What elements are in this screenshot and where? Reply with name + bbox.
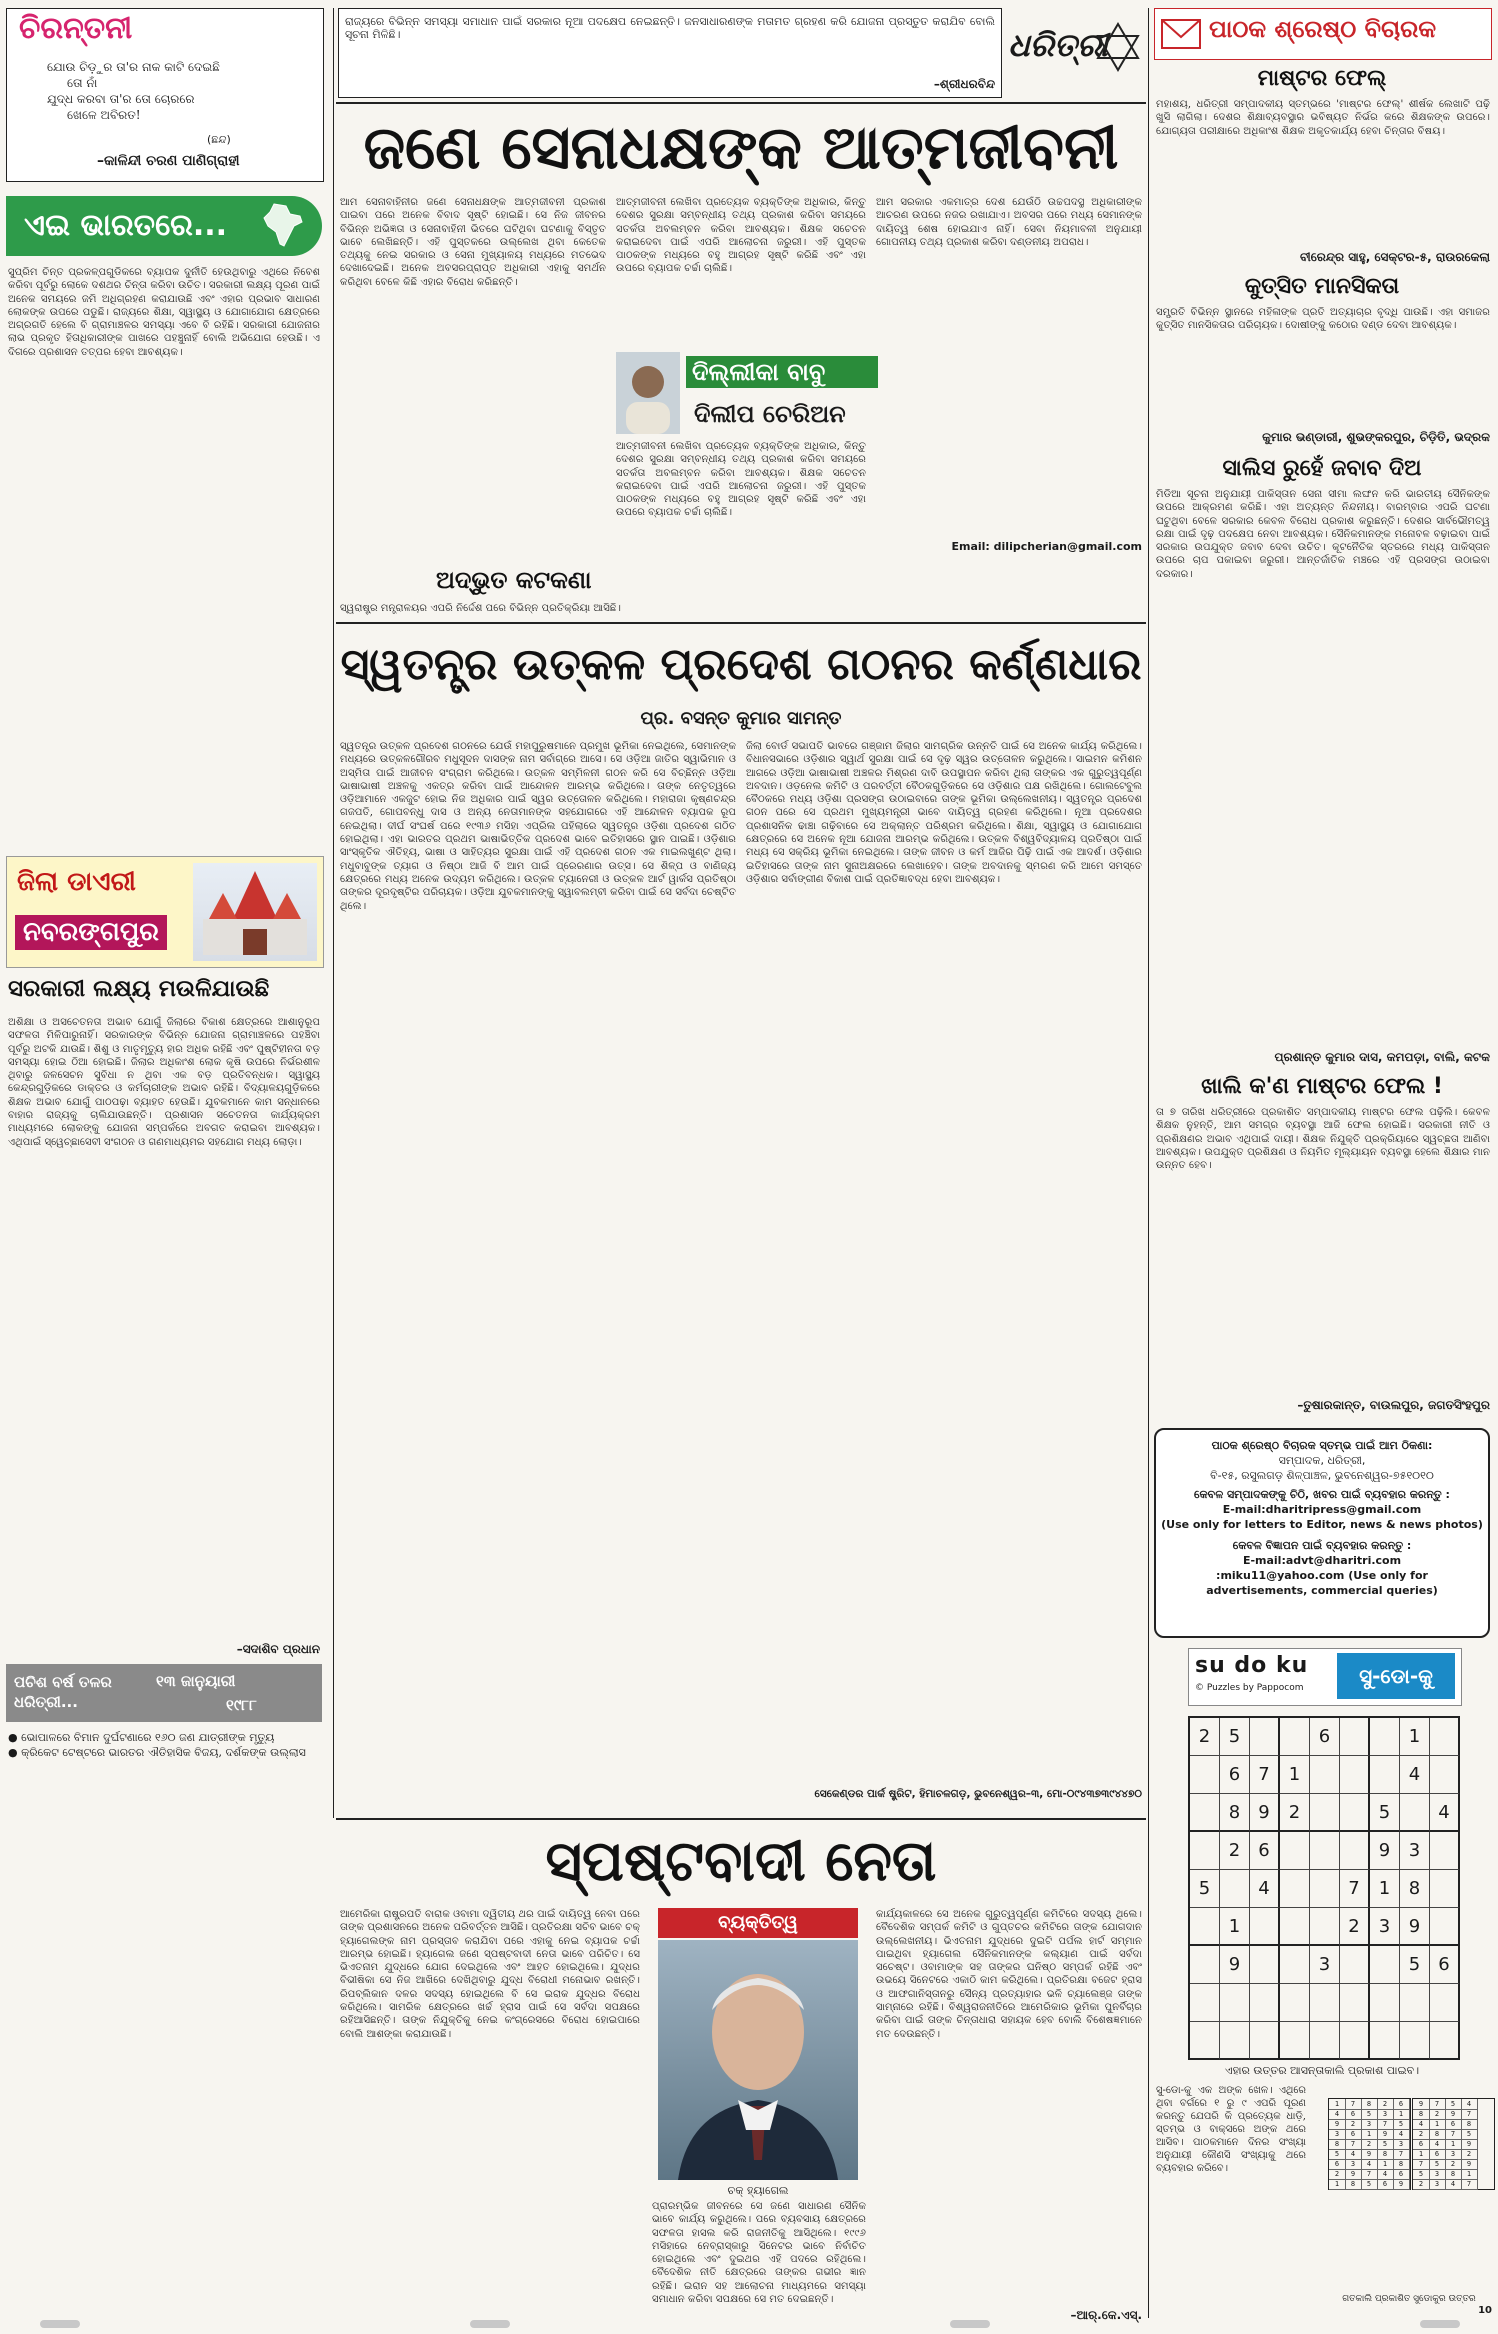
answer-cell: 5 xyxy=(1377,2139,1394,2150)
address-line: ସମ୍ପାଦକ, ଧରିତ୍ରୀ, xyxy=(1278,1454,1366,1467)
sudoku-cell xyxy=(1400,1984,1430,2022)
answer-cell: 3 xyxy=(1393,2139,1410,2150)
chirantani-author: –କାଳିନ୍ଦୀ ଚରଣ ପାଣିଗ୍ରାହୀ xyxy=(97,153,240,169)
answer-cell: 7 xyxy=(1445,2129,1462,2140)
letter-text: ସମ୍ପ୍ରତି ବିଭିନ୍ନ ସ୍ଥାନରେ ମହିଳାଙ୍କ ପ୍ରତି ଅତ୍ୟାଚାର ବୃଦ୍ଧି ପାଉଛି। ଏହା ସମାଜର କୁତ୍ସିତ ମାନସିକତାର ପରିଚାୟକ। ଦୋଷୀଙ୍କୁ କଠୋର ଦଣ୍ଡ ଦେବା ଆବଶ୍ୟକ। xyxy=(1156,307,1490,332)
sudoku-cell xyxy=(1340,1946,1370,1984)
letter-text: ମହାଶୟ, ଧରିତ୍ରୀ ସମ୍ପାଦକୀୟ ସ୍ତମ୍ଭରେ 'ମାଷ୍ଟର ଫେଲ୍' ଶୀର୍ଷକ ଲେଖାଟି ପଢ଼ି ଖୁସି ଲାଗିଲା। ଦେଶର ଶିକ୍ଷାବ୍ୟବସ୍ଥାର ଭବିଷ୍ୟତ ନିର୍ଭର କରେ ଶିକ୍ଷକଙ୍କ ଉପରେ। ଯୋଗ୍ୟତା ପରୀକ୍ଷାରେ ଅଧିକାଂଶ ଶିକ୍ଷକ ଅକୃତକାର୍ଯ୍ୟ ହେବା ଚିନ୍ତାର ବିଷୟ। xyxy=(1156,99,1490,137)
sudoku-logo-right: ସୁ-ଡୋ-କୁ xyxy=(1337,1653,1455,1699)
answer-cell: 7 xyxy=(1393,2149,1410,2160)
sudoku-cell xyxy=(1400,2022,1430,2060)
sudoku-logo xyxy=(1188,1648,1462,1706)
columnist-photo xyxy=(616,352,680,434)
article1-col2-top: ଆତ୍ମଜୀବନୀ ଲେଖିବା ପ୍ରତ୍ୟେକ ବ୍ୟକ୍ତିଙ୍କ ଅଧିକାର, କିନ୍ତୁ ଦେଶର ସୁରକ୍ଷା ସମ୍ବନ୍ଧୀୟ ତଥ୍ୟ ପ୍ରକାଶ କରିବା ସମୟରେ ସତର୍କତା ଅବଲମ୍ବନ କରିବା ଆବଶ୍ୟକ। ଶିକ୍ଷକ ସଚେତନ କରାଇଦେବା ପାଇଁ ଏପରି ଆଲୋଚନା ଜରୁରୀ। ଏହି ପୁସ୍ତକ ପାଠକଙ୍କ ମଧ୍ୟରେ ବହୁ ଆଗ୍ରହ ସୃଷ୍ଟି କରିଛି ଏବଂ ଏହା ଉପରେ ବ୍ୟାପକ ଚର୍ଚ୍ଚା ଚାଲିଛି। xyxy=(616,197,866,275)
pachis-barsha-date: ୧୩ ଜାନୁୟାରୀ xyxy=(156,1672,236,1690)
sudoku-cell xyxy=(1340,1832,1370,1870)
sudoku-cell xyxy=(1280,1832,1310,1870)
article3-col1: ଆମେରିକା ରାଷ୍ଟ୍ରପତି ବାରାକ ଓବାମା ଦ୍ୱିତୀୟ ଥର ପାଇଁ ଦାୟିତ୍ୱ ନେବା ପରେ ତାଙ୍କ ପ୍ରଶାସନରେ ଅନେକ ପରିବର୍ତ୍ତନ ଆସିଛି। ପ୍ରତିରକ୍ଷା ସଚିବ ଭାବେ ଚକ୍ ହ୍ୟାଗେଲଙ୍କ ନାମ ପ୍ରସ୍ତାବ କରାଯିବା ପରେ ଏହାକୁ ନେଇ ବ୍ୟାପକ ଚର୍ଚ୍ଚା ଆରମ୍ଭ ହୋଇଛି। ହ୍ୟାଗେଲ ଜଣେ ସ୍ପଷ୍ଟବାଦୀ ନେତା ଭାବେ ପରିଚିତ। ସେ ଭିଏତନାମ ଯୁଦ୍ଧରେ ଯୋଗ ଦେଇଥିଲେ ଏବଂ ଆହତ ହୋଇଥିଲେ। ଯୁଦ୍ଧର ବିଭୀଷିକା ସେ ନିଜ ଆଖିରେ ଦେଖିଥିବାରୁ ଯୁଦ୍ଧ ବିରୋଧୀ ମନୋଭାବ ରଖନ୍ତି। ରିପବ୍ଲିକାନ ଦଳର ସଦସ୍ୟ ହୋଇଥିଲେ ବି ସେ ଇରାକ ଯୁଦ୍ଧର ବିରୋଧ କରିଥିଲେ। ସାମରିକ କ୍ଷେତ୍ରରେ ଖର୍ଚ୍ଚ ହ୍ରାସ ପାଇଁ ସେ ସର୍ବଦା ସପକ୍ଷରେ ରହିଆସିଛନ୍ତି। ତାଙ୍କ ନିଯୁକ୍ତିକୁ ନେଇ କଂଗ୍ରେସରେ ବିରୋଧ ହୋଇପାରେ ବୋଲି ଆଶଙ୍କା କରାଯାଉଛି। xyxy=(340,1909,640,2040)
article3-col3: କାର୍ଯ୍ୟକାଳରେ ସେ ଅନେକ ଗୁରୁତ୍ୱପୂର୍ଣ୍ଣ କମିଟିରେ ସଦସ୍ୟ ଥିଲେ। ବୈଦେଶିକ ସମ୍ପର୍କ କମିଟି ଓ ଗୁପ୍ତଚର କମିଟିରେ ତାଙ୍କ ଯୋଗଦାନ ଉଲ୍ଲେଖନୀୟ। ଭିଏତନାମ ଯୁଦ୍ଧରେ ଦୁଇଟି ପର୍ପଲ ହାର୍ଟ ସମ୍ମାନ ପାଇଥିବା ହ୍ୟାଗେଲ ସୈନିକମାନଙ୍କ କଲ୍ୟାଣ ପାଇଁ ସର୍ବଦା ସଚେଷ୍ଟ। ଓବାମାଙ୍କ ସହ ତାଙ୍କର ଘନିଷ୍ଠ ସମ୍ପର୍କ ରହିଛି ଏବଂ ଉଭୟେ ସିନେଟରେ ଏକାଠି କାମ କରିଥିଲେ। ପ୍ରତିରକ୍ଷା ବଜେଟ ହ୍ରାସ ଓ ଆଫଗାନିସ୍ତାନରୁ ସୈନ୍ୟ ପ୍ରତ୍ୟାହାର ଭଳି ଚ୍ୟାଲେଞ୍ଜ ତାଙ୍କ ସାମ୍ନାରେ ରହିଛି। ବିଶ୍ୱରାଜନୀତିରେ ଆମେରିକାର ଭୂମିକା ପୁନର୍ବିଚାର କରିବା ପାଇଁ ତାଙ୍କ ଚିନ୍ତାଧାରା ସହାୟକ ହେବ ବୋଲି ବିଶେଷଜ୍ଞମାନେ ମତ ଦେଉଛନ୍ତି। xyxy=(876,1909,1142,2040)
sudoku-cell xyxy=(1190,1984,1220,2022)
sudoku-cell xyxy=(1280,1984,1310,2022)
answer-cell: 8 xyxy=(1329,2139,1346,2150)
prev-answer-grid xyxy=(1328,2098,1490,2278)
article1-tail: ସ୍ୱରାଷ୍ଟ୍ର ମନ୍ତ୍ରାଳୟର ଏପରି ନିର୍ଦ୍ଦେଶ ପରେ ବିଭିନ୍ନ ପ୍ରତିକ୍ରିୟା ଆସିଛି। xyxy=(340,603,621,614)
sudoku-cell: 3 xyxy=(1400,1832,1430,1870)
sudoku-cell: 9 xyxy=(1370,1832,1400,1870)
divider xyxy=(336,622,1146,624)
portrait-icon xyxy=(658,1940,858,2180)
divider xyxy=(333,8,334,1818)
advt-note: advertisements, commercial queries) xyxy=(1206,1584,1438,1597)
answer-cell: 2 xyxy=(1361,2139,1378,2150)
answer-cell: 7 xyxy=(1413,2159,1430,2170)
article2-byline: ପ୍ର. ବସନ୍ତ କୁମାର ସାମନ୍ତ xyxy=(640,708,842,729)
article3-author: –ଆର୍.କେ.ଏସ୍. xyxy=(1070,2308,1142,2322)
answer-cell: 5 xyxy=(1393,2119,1410,2130)
person-icon xyxy=(616,352,680,434)
letter-author: ପ୍ରଶାନ୍ତ କୁମାର ଦାସ, କମପଡ଼ା, ବାଲି, କଟକ xyxy=(1274,1050,1490,1064)
sudoku-cell xyxy=(1340,1756,1370,1794)
masthead-logo xyxy=(1008,6,1142,96)
sudoku-cell xyxy=(1430,1870,1460,1908)
answer-cell: 7 xyxy=(1377,2119,1394,2130)
page-number: 10 xyxy=(1478,2305,1492,2316)
temple-icon xyxy=(193,863,317,961)
sudoku-cell xyxy=(1340,2022,1370,2060)
sudoku-cell xyxy=(1280,1908,1310,1946)
sudoku-cell: 1 xyxy=(1370,1870,1400,1908)
reader-banner xyxy=(1154,8,1492,60)
sudoku-cell: 2 xyxy=(1280,1794,1310,1832)
center-column xyxy=(336,0,1146,2334)
editor-email-link[interactable]: E-mail:dharitripress@gmail.com xyxy=(1222,1503,1422,1516)
pachis-barsha-year: ୧୯୮୮ xyxy=(226,1696,257,1714)
answer-cell: 1 xyxy=(1393,2109,1410,2120)
chirantani-box xyxy=(6,8,324,182)
sudoku-cell: 6 xyxy=(1250,1832,1280,1870)
answer-cell: 8 xyxy=(1445,2169,1462,2180)
page-scroll-marker xyxy=(950,2320,990,2328)
article1-subhead: ଅଦ୍ଭୁତ କଟକଣା xyxy=(436,566,592,594)
sudoku-cell xyxy=(1310,1794,1340,1832)
chirantani-source: (ଛନ୍ଦ) xyxy=(207,133,231,146)
sudoku-cell: 5 xyxy=(1190,1870,1220,1908)
sudoku-cell xyxy=(1370,1756,1400,1794)
article2-col1: ସ୍ୱତନ୍ତ୍ର ଉତ୍କଳ ପ୍ରଦେଶ ଗଠନରେ ଯେଉଁ ମହାପୁରୁଷମାନେ ପ୍ରମୁଖ ଭୂମିକା ନେଇଥିଲେ, ସେମାନଙ୍କ ମଧ୍ୟରେ ଉତ୍କଳଗୌରବ ମଧୁସୂଦନ ଦାସଙ୍କ ନାମ ସର୍ବାଗ୍ରେ ଆସେ। ସେ ଓଡ଼ିଆ ଜାତିର ସ୍ୱାଭିମାନ ଓ ଅସ୍ମିତା ପାଇଁ ଆଜୀବନ ସଂଗ୍ରାମ କରିଥିଲେ। ଉତ୍କଳ ସମ୍ମିଳନୀ ଗଠନ କରି ସେ ବିଚ୍ଛିନ୍ନ ଓଡ଼ିଆ ଭାଷାଭାଷୀ ଅଞ୍ଚଳକୁ ଏକତ୍ର କରିବା ପାଇଁ ଆନ୍ଦୋଳନ ଆରମ୍ଭ କରିଥିଲେ। ତାଙ୍କ ନେତୃତ୍ୱରେ ଓଡ଼ିଆମାନେ ଏକଜୁଟ ହୋଇ ନିଜ ଅଧିକାର ପାଇଁ ସ୍ୱର ଉତ୍ତୋଳନ କରିଥିଲେ। ମହାରାଜା କୃଷ୍ଣଚନ୍ଦ୍ର ଗଜପତି, ଗୋପବନ୍ଧୁ ଦାସ ଓ ଅନ୍ୟ ନେତାମାନଙ୍କ ସହଯୋଗରେ ଏହି ଆନ୍ଦୋଳନ ବ୍ୟାପକ ରୂପ ନେଇଥିଲା। ଦୀର୍ଘ ସଂଘର୍ଷ ପରେ ୧୯୩୬ ମସିହା ଏପ୍ରିଲ ପହିଲାରେ ସ୍ୱତନ୍ତ୍ର ଓଡ଼ିଶା ପ୍ରଦେଶ ଗଠିତ ହୋଇଥିଲା। ଏହା ଭାରତର ପ୍ରଥମ ଭାଷାଭିତ୍ତିକ ପ୍ରଦେଶ ଭାବେ ଇତିହାସରେ ସ୍ଥାନ ପାଇଛି। ଓଡ଼ିଶାର ସାଂସ୍କୃତିକ ଐତିହ୍ୟ, ଭାଷା ଓ ସାହିତ୍ୟର ସୁରକ୍ଷା ପାଇଁ ଏହି ପ୍ରଦେଶ ଗଠନ ଏକ ମାଇଲଖୁଣ୍ଟ ଥିଲା। ମଧୁବାବୁଙ୍କ ତ୍ୟାଗ ଓ ନିଷ୍ଠା ଆଜି ବି ଆମ ପାଇଁ ପ୍ରେରଣାର ଉତ୍ସ। ସେ ଶିଳ୍ପ ଓ ବାଣିଜ୍ୟ କ୍ଷେତ୍ରରେ ମଧ୍ୟ ଅନେକ ଉଦ୍ୟମ କରିଥିଲେ। ଉତ୍କଳ ଟ୍ୟାନେରୀ ଓ ଉତ୍କଳ ଆର୍ଟ ୱାର୍କସ ପ୍ରତିଷ୍ଠା ତାଙ୍କର ଦୂରଦୃଷ୍ଟିର ପରିଚାୟକ। ଓଡ଼ିଆ ଯୁବକମାନଙ୍କୁ ସ୍ୱାବଲମ୍ବୀ କରିବା ପାଇଁ ସେ ସର୍ବଦା ଚେଷ୍ଟିତ ଥିଲେ। xyxy=(340,741,736,912)
zilla-diary-banner xyxy=(6,856,324,968)
answer-cell: 2 xyxy=(1377,2099,1394,2110)
answer-cell: 6 xyxy=(1329,2159,1346,2170)
answer-cell: 1 xyxy=(1361,2129,1378,2140)
top-strip-author: –ଶ୍ରୀଧରବିନ୍ଦ xyxy=(933,77,995,91)
answer-cell: 6 xyxy=(1393,2169,1410,2180)
sudoku-cell xyxy=(1220,1984,1250,2022)
chirantani-line: ଯୋଉ ଚିଡ଼ୁର ତା'ର ନାକ କାଟି ଦେଇଛି xyxy=(47,60,220,74)
answer-cell: 7 xyxy=(1461,2109,1478,2120)
answer-cell: 1 xyxy=(1329,2099,1346,2110)
sudoku-cell: 4 xyxy=(1400,1756,1430,1794)
answer-cell: 7 xyxy=(1345,2099,1362,2110)
india-map-icon xyxy=(256,200,308,252)
chirantani-lines xyxy=(47,59,220,123)
answer-cell: 8 xyxy=(1393,2159,1410,2170)
sudoku-cell: 3 xyxy=(1310,1946,1340,1984)
answer-cell: 1 xyxy=(1329,2179,1346,2190)
page-scroll-marker xyxy=(40,2320,80,2328)
sudoku-cell: 4 xyxy=(1250,1870,1280,1908)
answer-cell: 9 xyxy=(1413,2099,1430,2110)
article2-headline: ସ୍ୱତନ୍ତ୍ର ଉତ୍କଳ ପ୍ରଦେଶ ଗଠନର କର୍ଣ୍ଣଧାର xyxy=(340,639,1142,690)
pachis-barsha-banner xyxy=(6,1664,322,1722)
sudoku-cell xyxy=(1280,2022,1310,2060)
answer-cell: 4 xyxy=(1377,2169,1394,2180)
page-scroll-marker xyxy=(470,2320,510,2328)
sudoku-logo-left: su do ku xyxy=(1195,1653,1309,1678)
sudoku-cell: 3 xyxy=(1370,1908,1400,1946)
article3-col2: ପ୍ରାରମ୍ଭିକ ଜୀବନରେ ସେ ଜଣେ ସାଧାରଣ ସୈନିକ ଭାବେ କାର୍ଯ୍ୟ କରୁଥିଲେ। ପରେ ବ୍ୟବସାୟ କ୍ଷେତ୍ରରେ ସଫଳତା ହାସଲ କରି ରାଜନୀତିକୁ ଆସିଥିଲେ। ୧୯୯୬ ମସିହାରେ ନେବ୍ରାସ୍କାରୁ ସିନେଟର ଭାବେ ନିର୍ବାଚିତ ହୋଇଥିଲେ ଏବଂ ଦୁଇଥର ଏହି ପଦରେ ରହିଥିଲେ। ବୈଦେଶିକ ନୀତି କ୍ଷେତ୍ରରେ ତାଙ୍କର ଗଭୀର ଜ୍ଞାନ ରହିଛି। ଇରାନ ସହ ଆଲୋଚନା ମାଧ୍ୟମରେ ସମସ୍ୟା ସମାଧାନ କରିବା ସପକ୍ଷରେ ସେ ମତ ଦେଇଛନ୍ତି। xyxy=(652,2201,866,2306)
sudoku-cell xyxy=(1370,1946,1400,1984)
answer-cell: 1 xyxy=(1413,2149,1430,2160)
sudoku-cell xyxy=(1340,1794,1370,1832)
sudoku-grid xyxy=(1188,1716,1460,2060)
sudoku-cell xyxy=(1340,1984,1370,2022)
sudoku-cell xyxy=(1370,1984,1400,2022)
answer-cell: 6 xyxy=(1413,2139,1430,2150)
pachis-barsha-item: ● କ୍ରିକେଟ ଟେଷ୍ଟରେ ଭାରତର ଐତିହାସିକ ବିଜୟ, ଦର୍ଶକଙ୍କ ଉଲ୍ଲାସ xyxy=(8,1746,306,1759)
sudoku-cell: 8 xyxy=(1400,1870,1430,1908)
answer-cell: 4 xyxy=(1329,2109,1346,2120)
sudoku-cell: 9 xyxy=(1400,1908,1430,1946)
divider xyxy=(336,102,1146,104)
prev-grid-half xyxy=(1328,2098,1411,2190)
letter-text: ମିଡିଆ ସୂଚନା ଅନୁଯାୟୀ ପାକିସ୍ତାନ ସେନା ସୀମା ଲଙ୍ଘନ କରି ଭାରତୀୟ ସୈନିକଙ୍କ ଉପରେ ଆକ୍ରମଣ କରିଛି। ଏହା ଅତ୍ୟନ୍ତ ନିନ୍ଦନୀୟ। ବାରମ୍ବାର ଏପରି ଘଟଣା ଘଟୁଥିବା ବେଳେ ସରକାର କେବଳ ବିରୋଧ ପ୍ରକାଶ କରୁଛନ୍ତି। ଦେଶର ସାର୍ବଭୌମତ୍ୱ ରକ୍ଷା ପାଇଁ ଦୃଢ଼ ପଦକ୍ଷେପ ନେବା ଆବଶ୍ୟକ। ସୈନିକମାନଙ୍କ ମନୋବଳ ବଢ଼ାଇବା ପାଇଁ ସରକାର ଉପଯୁକ୍ତ ଜବାବ ଦେବା ଉଚିତ। କୂଟନୈତିକ ସ୍ତରରେ ମଧ୍ୟ ପାକିସ୍ତାନ ଉପରେ ଚାପ ପକାଇବା ଜରୁରୀ। ଆନ୍ତର୍ଜାତିକ ମଞ୍ଚରେ ଏହି ପ୍ରସଙ୍ଗ ଉଠାଇବା ଦରକାର। xyxy=(1156,489,1490,580)
answer-cell: 4 xyxy=(1445,2179,1462,2190)
answer-cell: 9 xyxy=(1361,2149,1378,2160)
answer-cell: 3 xyxy=(1345,2159,1362,2170)
columnist-email: Email: dilipcherian@gmail.com xyxy=(951,540,1142,553)
advt-label: କେବଳ ବିଜ୍ଞାପନ ପାଇଁ ବ୍ୟବହାର କରନ୍ତୁ : xyxy=(1232,1539,1412,1552)
answer-cell: 1 xyxy=(1461,2169,1478,2180)
sudoku-cell: 1 xyxy=(1400,1718,1430,1756)
masthead-brand: ଧରିତ୍ରୀ xyxy=(1008,26,1108,64)
sudoku-cell xyxy=(1430,1984,1460,2022)
pachis-barsha-item: ● ଭୋପାଳରେ ବିମାନ ଦୁର୍ଘଟଣାରେ ୧୬୦ ଜଣ ଯାତ୍ରୀଙ୍କ ମୃତ୍ୟୁ xyxy=(8,1731,275,1744)
zilla-diary-text: ଅଶିକ୍ଷା ଓ ଅସଚେତନତା ଅଭାବ ଯୋଗୁଁ ଜିଲାରେ ବିକାଶ କ୍ଷେତ୍ରରେ ଆଶାନୁରୂପ ସଫଳତା ମିଳିପାରୁନାହିଁ। ସରକାରଙ୍କ ବିଭିନ୍ନ ଯୋଜନା ଗ୍ରାମାଞ୍ଚଳରେ ପହଞ୍ଚିବା ପୂର୍ବରୁ ଅଟକି ଯାଉଛି। ଶିଶୁ ଓ ମାତୃମୃତ୍ୟୁ ହାର ଅଧିକ ରହିଛି ଏବଂ ପୁଷ୍ଟିହୀନତା ବଡ଼ ସମସ୍ୟା ହୋଇ ଠିଆ ହୋଇଛି। ଜିଲାର ଅଧିକାଂଶ ଲୋକ କୃଷି ଉପରେ ନିର୍ଭରଶୀଳ ଥିବାରୁ ଜଳସେଚନ ସୁବିଧା ନ ଥିବା ଏକ ବଡ଼ ପ୍ରତିବନ୍ଧକ। ସ୍ୱାସ୍ଥ୍ୟ କେନ୍ଦ୍ରଗୁଡ଼ିକରେ ଡାକ୍ତର ଓ କର୍ମଚାରୀଙ୍କ ଅଭାବ ରହିଛି। ବିଦ୍ୟାଳୟଗୁଡ଼ିକରେ ଶିକ୍ଷକ ଅଭାବ ଯୋଗୁଁ ପାଠପଢ଼ା ବ୍ୟାହତ ହେଉଛି। ଯୁବକମାନେ କାମ ସନ୍ଧାନରେ ବାହାର ରାଜ୍ୟକୁ ଚାଲିଯାଉଛନ୍ତି। ପ୍ରଶାସନ ସଚେତନତା କାର୍ଯ୍ୟକ୍ରମ ମାଧ୍ୟମରେ ଲୋକଙ୍କୁ ଯୋଜନା ସମ୍ପର୍କରେ ଅବଗତ କରାଇବା ଆବଶ୍ୟକ। ଏଥିପାଇଁ ସ୍ୱେଚ୍ଛାସେବୀ ସଂଗଠନ ଓ ଗଣମାଧ୍ୟମର ସହଯୋଗ ମଧ୍ୟ ଲୋଡ଼ା। xyxy=(8,1017,320,1148)
answer-cell: 6 xyxy=(1393,2099,1410,2110)
sudoku-cell xyxy=(1430,1832,1460,1870)
sudoku-rules: ସୁ-ଡୋ-କୁ ଏକ ଅଙ୍କ ଖେଳ। ଏଥିରେ ଥିବା ବର୍ଗରେ ୧ ରୁ ୯ ଏପରି ପୂରଣ କରନ୍ତୁ ଯେପରି କି ପ୍ରତ୍ୟେକ ଧାଡ଼ି, ସ୍ତମ୍ଭ ଓ ବାକ୍ସରେ ଅଙ୍କ ଥରେ ଆସିବ। ପାଠକମାନେ ଦିନର ସଂଖ୍ୟା ଅନୁଯାୟୀ କୌଣସି ସଂଖ୍ୟାକୁ ଥରେ ବ୍ୟବହାର କରିବେ। xyxy=(1156,2085,1306,2174)
sudoku-cell xyxy=(1310,2022,1340,2060)
sudoku-cell: 2 xyxy=(1190,1718,1220,1756)
zilla-diary-district: ନବରଙ୍ଗପୁର xyxy=(15,915,167,950)
sudoku-cell xyxy=(1280,1718,1310,1756)
answer-cell: 2 xyxy=(1413,2129,1430,2140)
sudoku-cell xyxy=(1340,1718,1370,1756)
article2-address: ସେକେଣ୍ଡର ପାର୍କ ଷ୍ଟ୍ରିଟ, ହିମାଚଳଗଡ଼, ଭୁବନେଶ୍ୱର–୩, ମୋ-୦୯୪୩୭୩୯୪୪୭୦ xyxy=(814,1788,1142,1800)
divider xyxy=(1148,8,1149,2318)
prev-grid-half xyxy=(1412,2098,1495,2190)
sudoku-cell xyxy=(1220,2022,1250,2060)
sudoku-cell xyxy=(1310,1984,1340,2022)
answer-cell: 8 xyxy=(1361,2099,1378,2110)
answer-cell: 4 xyxy=(1393,2129,1410,2140)
answer-cell: 5 xyxy=(1329,2149,1346,2160)
answer-cell: 4 xyxy=(1461,2099,1478,2110)
sudoku-cell xyxy=(1190,1794,1220,1832)
sudoku-cell: 8 xyxy=(1220,1794,1250,1832)
answer-cell: 7 xyxy=(1345,2139,1362,2150)
divider xyxy=(336,1818,1146,1820)
sudoku-cell: 9 xyxy=(1220,1946,1250,1984)
sudoku-cell xyxy=(1190,2022,1220,2060)
sudoku-cell: 4 xyxy=(1430,1794,1460,1832)
advt-email2-link[interactable]: :miku11@yahoo.com (Use only for xyxy=(1216,1569,1428,1582)
answer-cell: 6 xyxy=(1429,2149,1446,2160)
sudoku-cell xyxy=(1280,1870,1310,1908)
article2-col2: ଜିଲା ବୋର୍ଡ ସଭାପତି ଭାବରେ ଗଞ୍ଜାମ ଜିଲାର ସାମଗ୍ରିକ ଉନ୍ନତି ପାଇଁ ସେ ଅନେକ କାର୍ଯ୍ୟ କରିଥିଲେ। ବିଧାନସଭାରେ ଓଡ଼ିଶାର ସ୍ୱାର୍ଥ ସୁରକ୍ଷା ପାଇଁ ସେ ଦୃଢ଼ ସ୍ୱର ଉତ୍ତୋଳନ କରୁଥିଲେ। ସାଇମନ କମିଶନ ଆଗରେ ଓଡ଼ିଆ ଭାଷାଭାଷୀ ଅଞ୍ଚଳର ମିଶ୍ରଣ ଦାବି ଉପସ୍ଥାପନ କରିବା ଥିଲା ତାଙ୍କର ଏକ ଗୁରୁତ୍ୱପୂର୍ଣ୍ଣ ଅବଦାନ। ଓଡ଼ନେଲ କମିଟି ଓ ପରବର୍ତ୍ତୀ ବୈଠକଗୁଡ଼ିକରେ ସେ ଓଡ଼ିଶାର ପକ୍ଷ ରଖିଥିଲେ। ଗୋଲଟେବୁଲ ବୈଠକରେ ମଧ୍ୟ ଓଡ଼ିଶା ପ୍ରସଙ୍ଗ ଉଠାଇବାରେ ତାଙ୍କ ଭୂମିକା ଉଲ୍ଲେଖନୀୟ। ସ୍ୱତନ୍ତ୍ର ପ୍ରଦେଶ ଗଠନ ପରେ ସେ ପ୍ରଥମ ମୁଖ୍ୟମନ୍ତ୍ରୀ ଭାବେ ଦାୟିତ୍ୱ ଗ୍ରହଣ କରିଥିଲେ। ନୂଆ ପ୍ରଦେଶର ପ୍ରଶାସନିକ ଢାଞ୍ଚା ଗଢ଼ିବାରେ ସେ ଅକ୍ଲାନ୍ତ ପରିଶ୍ରମ କରିଥିଲେ। ଶିକ୍ଷା, ସ୍ୱାସ୍ଥ୍ୟ ଓ ଯୋଗାଯୋଗ କ୍ଷେତ୍ରରେ ସେ ଅନେକ ନୂଆ ଯୋଜନା ଆରମ୍ଭ କରିଥିଲେ। ଉତ୍କଳ ବିଶ୍ୱବିଦ୍ୟାଳୟ ପ୍ରତିଷ୍ଠା ପାଇଁ ମଧ୍ୟ ସେ ସକ୍ରିୟ ଭୂମିକା ନେଇଥିଲେ। ତାଙ୍କ ଜୀବନ ଓ କର୍ମ ଆଜିର ପିଢ଼ି ପାଇଁ ଏକ ଆଦର୍ଶ। ଓଡ଼ିଶାର ଇତିହାସରେ ତାଙ୍କ ନାମ ସୁନାଅକ୍ଷରରେ ଲେଖାହେବ। ତାଙ୍କ ଅବଦାନକୁ ସ୍ମରଣ କରି ଆମେ ସମସ୍ତେ ଓଡ଼ିଶାର ସର୍ବାଙ୍ଗୀଣ ବିକାଶ ପାଇଁ ପ୍ରତିଜ୍ଞାବଦ୍ଧ ହେବା ଆବଶ୍ୟକ। xyxy=(746,741,1142,885)
address-box xyxy=(1154,1428,1490,1638)
sudoku-cell: 6 xyxy=(1310,1718,1340,1756)
address-line: ବି-୧୫, ରସୁଲଗଡ଼ ଶିଳ୍ପାଞ୍ଚଳ, ଭୁବନେଶ୍ୱର-୭୫୧୦୧୦ xyxy=(1210,1469,1434,1482)
answer-cell: 6 xyxy=(1445,2119,1462,2130)
sudoku-cell xyxy=(1250,1908,1280,1946)
answer-cell: 8 xyxy=(1345,2179,1362,2190)
sudoku-cell: 2 xyxy=(1340,1908,1370,1946)
answer-cell: 8 xyxy=(1413,2109,1430,2120)
sudoku-cell: 1 xyxy=(1280,1756,1310,1794)
sudoku-cell xyxy=(1370,1718,1400,1756)
email-label: କେବଳ ସମ୍ପାଦକଙ୍କୁ ଚିଠି, ଖବର ପାଇଁ ବ୍ୟବହାର କରନ୍ତୁ : xyxy=(1194,1488,1450,1501)
article3-photo-caption: ଚକ୍ ହ୍ୟାଗେଲ xyxy=(727,2184,789,2197)
chirantani-title: ଚିରନ୍ତନୀ xyxy=(19,11,133,46)
letter-title: କୁତ୍ସିତ ମାନସିକତା xyxy=(1244,274,1400,299)
sudoku-cell xyxy=(1250,2022,1280,2060)
answer-cell: 3 xyxy=(1445,2149,1462,2160)
sudoku-cell xyxy=(1310,1756,1340,1794)
answer-cell: 9 xyxy=(1445,2109,1462,2120)
article1-col1: ଆମ ସେନାବାହିନୀର ଜଣେ ସେନାଧକ୍ଷଙ୍କ ଆତ୍ମଜୀବନୀ ପ୍ରକାଶ ପାଇବା ପରେ ଅନେକ ବିବାଦ ସୃଷ୍ଟି ହୋଇଛି। ସେ ନିଜ ଜୀବନର ବିଭିନ୍ନ ଅଭିଜ୍ଞତା ଓ ସେନାବାହିନୀ ଭିତରେ ଘଟିଥିବା ଘଟଣାକୁ ବିସ୍ତୃତ ଭାବେ ଲେଖିଛନ୍ତି। ଏହି ପୁସ୍ତକରେ ଉଲ୍ଲେଖ ଥିବା କେତେକ ତଥ୍ୟକୁ ନେଇ ସରକାର ଓ ସେନା ମୁଖ୍ୟାଳୟ ମଧ୍ୟରେ ମତଭେଦ ଦେଖାଦେଇଛି। ଅନେକ ଅବସରପ୍ରାପ୍ତ ଅଧିକାରୀ ଏହାକୁ ସମର୍ଥନ କରିଥିବା ବେଳେ କିଛି ଏହାର ବିରୋଧ କରିଛନ୍ତି। xyxy=(340,197,606,288)
sudoku-cell xyxy=(1310,1908,1340,1946)
answer-cell: 5 xyxy=(1361,2179,1378,2190)
sudoku-cell: 5 xyxy=(1400,1946,1430,1984)
answer-cell: 7 xyxy=(1461,2179,1478,2190)
article1-col3: ଆମ ସରକାର ଏକମାତ୍ର ଦେଶ ଯେଉଁଠି ଉଚ୍ଚପଦସ୍ଥ ଅଧିକାରୀଙ୍କ ଆଚରଣ ଉପରେ ନଜର ରଖାଯାଏ। ଅବସର ପରେ ମଧ୍ୟ ସେମାନଙ୍କ ଦାୟିତ୍ୱ ଶେଷ ହୋଇଯାଏ ନାହିଁ। ସେବା ନିୟମାବଳୀ ଅନୁଯାୟୀ ଗୋପନୀୟ ତଥ୍ୟ ପ୍ରକାଶ କରିବା ଦଣ୍ଡନୀୟ ଅପରାଧ। xyxy=(876,197,1142,248)
sudoku-cell xyxy=(1430,1718,1460,1756)
sudoku-cell: 9 xyxy=(1250,1794,1280,1832)
page-scroll-marker xyxy=(1420,2320,1460,2328)
answer-cell: 3 xyxy=(1329,2129,1346,2140)
letter-text: ତା ୭ ତାରିଖ ଧରିତ୍ରୀରେ ପ୍ରକାଶିତ ସମ୍ପାଦକୀୟ ମାଷ୍ଟର ଫେଲ ପଢ଼ିଲି। କେବଳ ଶିକ୍ଷକ ନୁହନ୍ତି, ଆମ ସମଗ୍ର ବ୍ୟବସ୍ଥା ଆଜି ଫେଲ ହୋଇଛି। ସରକାରୀ ନୀତି ଓ ପ୍ରଶିକ୍ଷଣର ଅଭାବ ଏଥିପାଇଁ ଦାୟୀ। ଶିକ୍ଷକ ନିଯୁକ୍ତି ପ୍ରକ୍ରିୟାରେ ସ୍ୱଚ୍ଛତା ଆଣିବା ଆବଶ୍ୟକ। ଉପଯୁକ୍ତ ପ୍ରଶିକ୍ଷଣ ଓ ନିୟମିତ ମୂଲ୍ୟାୟନ ବ୍ୟବସ୍ଥା ହେଲେ ଶିକ୍ଷାର ମାନ ଉନ୍ନତ ହେବ। xyxy=(1156,1107,1490,1172)
top-strip xyxy=(338,8,1002,98)
sudoku-cell: 2 xyxy=(1220,1832,1250,1870)
answer-cell: 8 xyxy=(1429,2129,1446,2140)
answer-cell: 6 xyxy=(1345,2129,1362,2140)
answer-cell: 4 xyxy=(1361,2159,1378,2170)
answer-cell: 1 xyxy=(1377,2159,1394,2170)
columnist-name: ଦିଲୀପ ଚେରିଅନ xyxy=(694,400,846,428)
sudoku-cell: 5 xyxy=(1370,1794,1400,1832)
answer-cell: 2 xyxy=(1429,2109,1446,2120)
letter-author: ବୀରେନ୍ଦ୍ର ସାହୁ, ସେକ୍ଟର-୫, ରାଉରକେଲା xyxy=(1299,250,1490,264)
zilla-diary-headline: ସରକାରୀ ଲକ୍ଷ୍ୟ ମଉଳିଯାଉଛି xyxy=(8,976,270,1002)
answer-cell: 2 xyxy=(1345,2119,1362,2130)
answer-cell: 9 xyxy=(1345,2169,1362,2180)
letter-title: ଖାଲି କ'ଣ ମାଷ୍ଟର ଫେଲ ! xyxy=(1201,1074,1443,1099)
answer-cell: 9 xyxy=(1393,2179,1410,2190)
answer-cell: 5 xyxy=(1361,2109,1378,2120)
right-column xyxy=(1152,0,1498,2334)
answer-cell: 2 xyxy=(1461,2149,1478,2160)
sudoku-cell xyxy=(1400,1794,1430,1832)
answer-cell: 7 xyxy=(1361,2169,1378,2180)
answer-cell: 4 xyxy=(1413,2119,1430,2130)
sudoku-answer-note: ଏହାର ଉତ୍ତର ଆସନ୍ତାକାଲି ପ୍ରକାଶ ପାଇବ। xyxy=(1224,2064,1420,2077)
answer-cell: 1 xyxy=(1429,2119,1446,2130)
letter-author: –ତୁଷାରକାନ୍ତ, ବାଉଲପୁର, ଜଗତସିଂହପୁର xyxy=(1297,1398,1490,1412)
letter-title: ସାଲିସ ରୁହେଁ ଜବାବ ଦିଅ xyxy=(1222,456,1422,481)
letter-author: କୁମାର ଭଣ୍ଡାରୀ, ଶୁଭଙ୍କରପୁର, ଚିଡ଼ିତି, ଭଦ୍ରକ xyxy=(1262,430,1490,444)
chirantani-line: ତୋ ନାଁ xyxy=(67,76,98,90)
answer-cell: 6 xyxy=(1345,2109,1362,2120)
answer-cell: 5 xyxy=(1429,2159,1446,2170)
advt-email-link[interactable]: E-mail:advt@dharitri.com xyxy=(1242,1554,1402,1567)
chirantani-line: ଖେଳେ ଅବିରତ! xyxy=(67,108,141,122)
answer-cell: 2 xyxy=(1329,2169,1346,2180)
sudoku-cell xyxy=(1250,1946,1280,1984)
star-logo-icon xyxy=(1096,22,1140,72)
sudoku-cell: 7 xyxy=(1250,1756,1280,1794)
sudoku-cell xyxy=(1310,1832,1340,1870)
top-strip-text: ରାଜ୍ୟରେ ବିଭିନ୍ନ ସମସ୍ୟା ସମାଧାନ ପାଇଁ ସରକାର ନୂଆ ପଦକ୍ଷେପ ନେଇଛନ୍ତି। ଜନସାଧାରଣଙ୍କ ମତାମତ ଗ୍ରହଣ କରି ଯୋଜନା ପ୍ରସ୍ତୁତ କରାଯିବ ବୋଲି ସୂଚନା ମିଳିଛି। xyxy=(345,15,995,42)
sudoku-cell: 6 xyxy=(1220,1756,1250,1794)
email-note: (Use only for letters to Editor, news & news photos) xyxy=(1161,1518,1483,1531)
answer-cell: 8 xyxy=(1377,2149,1394,2160)
sudoku-cell xyxy=(1430,1908,1460,1946)
sudoku-cell: 6 xyxy=(1430,1946,1460,1984)
envelope-icon xyxy=(1161,19,1201,49)
answer-cell: 5 xyxy=(1461,2129,1478,2140)
chirantani-line: ଯୁଦ୍ଧ କରବା ତା'ର ତୋ ଚୋରରେ xyxy=(47,92,195,106)
sudoku-cell xyxy=(1190,1908,1220,1946)
answer-cell: 4 xyxy=(1345,2149,1362,2160)
article3-photo xyxy=(658,1940,858,2180)
sudoku-cell xyxy=(1280,1946,1310,1984)
article3-headline: ସ୍ପଷ୍ଟବାଦୀ ନେତା xyxy=(545,1829,937,1894)
sudoku-cell xyxy=(1250,1718,1280,1756)
article3-tag: ବ୍ୟକ୍ତିତ୍ୱ xyxy=(658,1908,858,1938)
ei-bharatare-banner xyxy=(6,196,322,256)
temple-photo xyxy=(193,863,317,961)
answer-cell: 2 xyxy=(1413,2179,1430,2190)
article1-headline: ଜଣେ ସେନାଧକ୍ଷଙ୍କ ଆତ୍ମଜୀବନୀ xyxy=(363,113,1119,183)
answer-cell: 9 xyxy=(1461,2159,1478,2170)
answer-cell: 3 xyxy=(1429,2169,1446,2180)
answer-cell: 2 xyxy=(1445,2159,1462,2170)
pachis-barsha-items xyxy=(8,1730,320,1760)
article1-col2-bottom: ଆତ୍ମଜୀବନୀ ଲେଖିବା ପ୍ରତ୍ୟେକ ବ୍ୟକ୍ତିଙ୍କ ଅଧିକାର, କିନ୍ତୁ ଦେଶର ସୁରକ୍ଷା ସମ୍ବନ୍ଧୀୟ ତଥ୍ୟ ପ୍ରକାଶ କରିବା ସମୟରେ ସତର୍କତା ଅବଲମ୍ବନ କରିବା ଆବଶ୍ୟକ। ଶିକ୍ଷକ ସଚେତନ କରାଇଦେବା ପାଇଁ ଏପରି ଆଲୋଚନା ଜରୁରୀ। ଏହି ପୁସ୍ତକ ପାଠକଙ୍କ ମଧ୍ୟରେ ବହୁ ଆଗ୍ରହ ସୃଷ୍ଟି କରିଛି ଏବଂ ଏହା ଉପରେ ବ୍ୟାପକ ଚର୍ଚ୍ଚା ଚାଲିଛି। xyxy=(616,441,866,519)
sudoku-cell xyxy=(1190,1946,1220,1984)
zilla-diary-title: ଜିଲା ଡାଏରୀ xyxy=(17,867,136,897)
answer-cell: 6 xyxy=(1377,2179,1394,2190)
answer-cell: 7 xyxy=(1429,2099,1446,2110)
prev-answer-label: ଗତକାଲି ପ୍ରକାଶିତ ସୁଡୋକୁର ଉତ୍ତର xyxy=(1342,2294,1476,2304)
sudoku-cell xyxy=(1430,1756,1460,1794)
answer-cell: 4 xyxy=(1429,2139,1446,2150)
ei-bharatare-title: ଏଇ ଭାରତରେ... xyxy=(24,208,228,243)
sudoku-cell xyxy=(1190,1756,1220,1794)
answer-cell: 8 xyxy=(1461,2119,1478,2130)
answer-cell: 9 xyxy=(1329,2119,1346,2130)
address-title: ପାଠକ ଶ୍ରେଷ୍ଠ ବିଚାରକ ସ୍ତମ୍ଭ ପାଇଁ ଆମ ଠିକଣା: xyxy=(1211,1439,1433,1452)
answer-cell: 3 xyxy=(1361,2119,1378,2130)
answer-cell: 5 xyxy=(1413,2169,1430,2180)
answer-cell: 3 xyxy=(1377,2109,1394,2120)
sudoku-cell xyxy=(1310,1870,1340,1908)
sudoku-cell xyxy=(1430,2022,1460,2060)
answer-cell: 9 xyxy=(1377,2129,1394,2140)
sudoku-cell xyxy=(1190,1832,1220,1870)
reader-banner-title: ପାଠକ ଶ୍ରେଷ୍ଠ ବିଚାରକ xyxy=(1209,15,1437,43)
answer-cell: 5 xyxy=(1445,2099,1462,2110)
ei-bharatare-text: ସୁପ୍ରିମ ଚିନ୍ତ ପ୍ରକଳ୍ପଗୁଡିକରେ ବ୍ୟାପକ ଦୁର୍ନୀତି ହେଉଥିବାରୁ ଏଥିରେ ନିବେଶ କରିବା ପୂର୍ବରୁ ଲୋକେ ଦଶଥର ଚିନ୍ତା କରିବା ଉଚିତ। ସରକାରୀ ଲକ୍ଷ୍ୟ ପୂରଣ ପାଇଁ ଅନେକ ସମୟରେ ଜମି ଅଧିଗ୍ରହଣ କରାଯାଉଛି ଏବଂ ଏହାର ପ୍ରଭାବ ସାଧାରଣ ଲୋକଙ୍କ ଉପରେ ପଡୁଛି। ରାଜ୍ୟରେ ଶିକ୍ଷା, ସ୍ୱାସ୍ଥ୍ୟ ଓ ଯୋଗାଯୋଗ କ୍ଷେତ୍ରରେ ଅଗ୍ରଗତି ହେଲେ ବି ଗ୍ରାମାଞ୍ଚଳର ସମସ୍ୟା ଏବେ ବି ରହିଛି। ସରକାରୀ ଯୋଜନାର ଲାଭ ପ୍ରକୃତ ହିତାଧିକାରୀଙ୍କ ପାଖରେ ପହଞ୍ଚୁନାହିଁ ବୋଲି ଅଭିଯୋଗ ହେଉଛି। ଏ ଦିଗରେ ପ୍ରଶାସନ ତତ୍ପର ହେବା ଆବଶ୍ୟକ। xyxy=(8,267,320,358)
sudoku-cell: 5 xyxy=(1220,1718,1250,1756)
answer-cell: 3 xyxy=(1429,2179,1446,2190)
sudoku-cell xyxy=(1370,2022,1400,2060)
answer-cell: 1 xyxy=(1445,2139,1462,2150)
letter-title: ମାଷ୍ଟର ଫେଲ୍ xyxy=(1257,66,1387,91)
sudoku-cell: 1 xyxy=(1220,1908,1250,1946)
sudoku-cell xyxy=(1220,1870,1250,1908)
zilla-diary-author: –ସଦାଶିବ ପ୍ରଧାନ xyxy=(236,1642,320,1656)
columnist-label: ଦିଲ୍ଲୀକା ବାବୁ xyxy=(686,356,878,388)
answer-cell: 9 xyxy=(1461,2139,1478,2150)
sudoku-logo-sub: © Puzzles by Pappocom xyxy=(1195,1683,1304,1693)
pachis-barsha-label: ପଚିଶ ବର୍ଷ ତଳର ଧରିତ୍ରୀ... xyxy=(14,1673,112,1711)
left-column xyxy=(0,0,330,2334)
sudoku-cell xyxy=(1250,1984,1280,2022)
sudoku-cell: 7 xyxy=(1340,1870,1370,1908)
